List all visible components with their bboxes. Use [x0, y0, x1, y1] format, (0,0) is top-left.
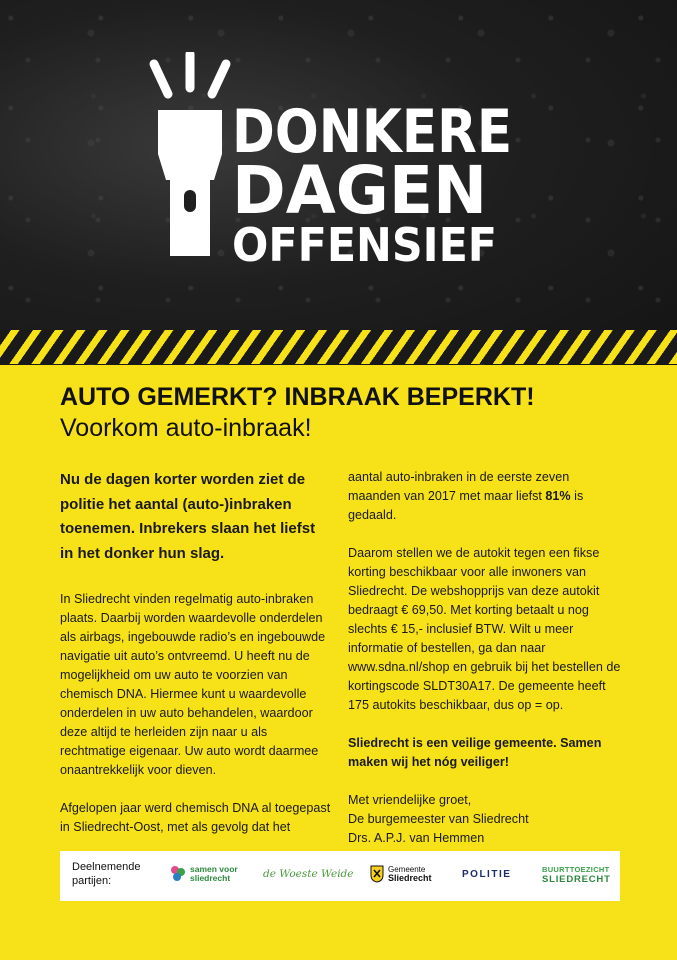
partners-label-line1: Deelnemende	[72, 861, 141, 873]
samen-line1: samen voor	[190, 864, 238, 874]
logo-line-dagen: DAGEN	[232, 152, 488, 229]
flashlight-icon	[140, 52, 240, 262]
logo-line-offensief: OFFENSIEF	[232, 218, 498, 272]
partners-label	[72, 860, 141, 888]
hazard-stripe	[0, 330, 677, 364]
buurt-line2: SLIEDRECHT	[542, 874, 611, 885]
gemeente-sliedrecht-logo	[370, 865, 432, 883]
closing-greeting: Met vriendelijke groet,	[348, 793, 472, 807]
body-paragraph-4: Daarom stellen we de autokit tegen een fikse korting beschikbaar voor alle inwoners van Sliedrecht. De webshopprijs van deze autokit bedraagt € 69,50. Met korting betaalt u nog slechts € 15,- inclusief BTW. Wilt u meer informatie of bestellen, ga dan naar www.sdna.nl/shop en gebruik bij het bestellen de kortingscode SLDT30A17. De gemeente heeft 175 autokits beschikbaar, dus op = op.	[348, 546, 621, 712]
lead-paragraph: Nu de dagen korter worden ziet de politie het aantal (auto-)inbraken toenemen. Inbrekers slaan het liefst in het donker hun slag.	[60, 471, 316, 562]
samen-voor-sliedrecht-logo	[170, 865, 238, 883]
page-subtitle: Voorkom auto-inbraak!	[60, 414, 312, 442]
stat-percentage: 81%	[545, 489, 571, 503]
body-paragraph-1: In Sliedrecht vinden regelmatig auto-inbraken plaats. Daarbij worden waardevolle onderdelen als airbags, ingebouwde radio’s en ingebouwde navigatie uit auto’s ontvreemd. U heeft nu de mogelijkheid om uw auto te voorzien van chemisch DNA. Hiermee kunt u waardevolle onderdelen in uw auto behandelen, waardoor deze altijd te herleiden zijn naar u als rechtmatige eigenaar. Uw auto wordt daarmee onaantrekkelijk voor dieven.	[60, 592, 326, 777]
gemeente-line1: Gemeente	[388, 865, 426, 874]
logo-line-donkere: DONKERE	[232, 97, 513, 167]
signature-block	[348, 791, 623, 848]
body-paragraph-3	[348, 468, 623, 525]
buurt-line1: BUURTTOEZICHT	[542, 865, 610, 874]
gemeente-line2: Sliedrecht	[388, 873, 432, 883]
samen-leaf-icon	[170, 865, 186, 883]
samen-line2: sliedrecht	[190, 873, 231, 883]
partners-label-line2: partijen:	[72, 875, 112, 887]
campaign-logo-text	[232, 97, 558, 272]
buurttoezicht-logo	[542, 865, 611, 885]
left-column	[60, 468, 332, 856]
woeste-weide-logo: de Woeste Weide	[263, 868, 354, 880]
body-paragraph-2: Afgelopen jaar werd chemisch DNA al toegepast in Sliedrecht-Oost, met als gevolg dat het	[60, 801, 331, 834]
closing-statement: Sliedrecht is een veilige gemeente. Samen maken wij het nóg veiliger!	[348, 736, 602, 769]
partners-bar	[60, 851, 620, 901]
stat-text-start: aantal auto-inbraken in de eerste zeven maanden van 2017 met maar liefst	[348, 470, 570, 503]
politie-logo: POLITIE	[462, 869, 512, 880]
right-column	[348, 468, 623, 848]
stat-text-end: is gedaald.	[348, 489, 584, 522]
hero-banner	[0, 0, 677, 365]
signer-role: De burgemeester van Sliedrecht	[348, 812, 529, 826]
gemeente-shield-icon	[370, 865, 384, 883]
signer-name: Drs. A.P.J. van Hemmen	[348, 831, 485, 845]
page-title: AUTO GEMERKT? INBRAAK BEPERKT!	[60, 383, 535, 411]
